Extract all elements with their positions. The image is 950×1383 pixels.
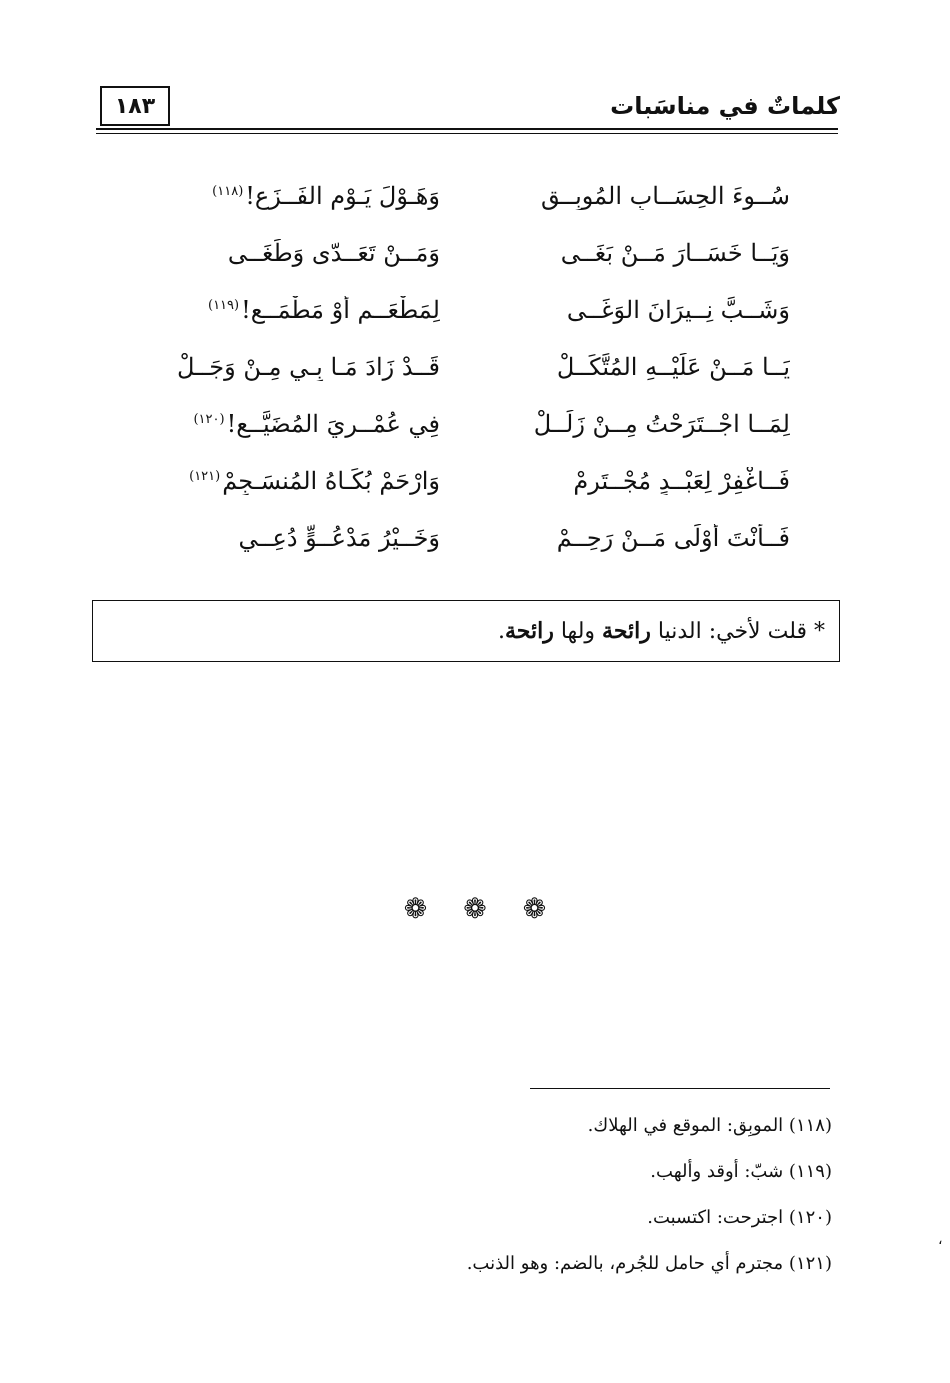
hemistich-text: لِمَطْعَــمٍ أَوْ مَطْمَــعِ! [241, 296, 440, 324]
footnote-ref: (١٢١) [189, 469, 221, 484]
hemistich-second [150, 239, 440, 267]
hemistich-first: سُــوءَ الحِسَــابِ المُوبِــقِ [541, 182, 790, 210]
hemistich-text: فِي عُمْــرِيَ المُضَيَّــعِ! [226, 410, 440, 438]
footnote-text: شبّ: أوقد وألهب. [650, 1161, 784, 1182]
footnote-number: (١٢٠) [788, 1207, 832, 1228]
hemistich-text: وَخَــيْرُ مَدْعُــوٍّ دُعِــي [238, 524, 440, 552]
footnotes [132, 1112, 832, 1296]
hemistich-second [150, 467, 440, 495]
note-suffix: . [498, 619, 505, 644]
note-text [498, 618, 825, 644]
footnote-number: (١١٩) [788, 1161, 832, 1182]
hemistich-first: لِمَــا اجْــتَرَحْتُ مِــنْ زَلَــلْ [533, 410, 790, 438]
margin-mark: ، [938, 1232, 943, 1248]
hemistich-second [150, 296, 440, 324]
footnote-text: الموبِق: الموقع في الهلاك. [587, 1115, 784, 1136]
hemistich-second [150, 182, 440, 210]
footnote [132, 1158, 832, 1204]
page-number: ١٨٣ [100, 86, 170, 126]
note-box [92, 600, 840, 662]
note-prefix: * قلت لأخي: الدنيا [650, 619, 825, 644]
header-rule-top [96, 128, 838, 130]
footnote [132, 1250, 832, 1296]
poem [150, 170, 790, 569]
verse-row [150, 512, 790, 564]
running-title: كلماتٌ في مناسَبات [610, 92, 840, 120]
note-middle: ولها [553, 619, 603, 644]
hemistich-first: وَشَــبَّ نِــيرَانَ الوَغَــى [566, 296, 790, 324]
verse-row [150, 341, 790, 393]
note-bold-word: رائحة [602, 618, 651, 644]
ornament-divider [0, 892, 950, 925]
hemistich-text: وَمَــنْ تَعَــدّى وَطَغَــى [227, 239, 440, 267]
hemistich-first: فَــأَنْتَ أَوْلَى مَــنْ رَحِــمْ [556, 524, 790, 552]
hemistich-first: فَــاغْفِرْ لِعَبْــدٍ مُجْــتَرِمْ [573, 467, 790, 495]
flower-ornament-icon: ❁ [403, 892, 428, 925]
verse-row [150, 284, 790, 336]
footnote [132, 1112, 832, 1158]
footnote-number: (١٢١) [788, 1253, 832, 1274]
verse-row [150, 170, 790, 222]
flower-ornament-icon: ❁ [463, 892, 487, 925]
hemistich-second [150, 410, 440, 438]
footnote-number: (١١٨) [788, 1115, 832, 1136]
footnote-ref: (١١٩) [207, 298, 240, 313]
footnote-separator [530, 1088, 830, 1089]
hemistich-text: قَــدْ زَادَ مَـا بِـي مِـنْ وَجَــلْ [177, 353, 440, 381]
verse-row [150, 455, 790, 507]
footnote-ref: (١٢٠) [193, 412, 225, 427]
header-rule-bottom [96, 133, 838, 134]
hemistich-second [150, 524, 440, 552]
verse-row [150, 398, 790, 450]
hemistich-first: وَيَــا خَسَــارَ مَــنْ بَغَــى [560, 239, 790, 267]
footnote-text: اجترحت: اكتسبت. [647, 1207, 784, 1228]
footnote-ref: (١١٨) [212, 184, 244, 199]
note-bold-word: رائحة [505, 618, 554, 644]
verse-row [150, 227, 790, 279]
hemistich-text: وَارْحَمْ بُكَـاهُ المُنسَـجِمْ [222, 467, 440, 495]
flower-ornament-icon: ❁ [522, 892, 547, 925]
hemistich-first: يَــا مَــنْ عَلَيْــهِ المُتَّكَــلْ [556, 353, 790, 381]
footnote-text: مجترم أي حامل للجُرم، بالضم: وهو الذنب. [466, 1253, 784, 1274]
hemistich-text: وَهَـوْلَ يَـوْمِ الفَــزَعِ! [245, 182, 440, 210]
hemistich-second [150, 353, 440, 381]
footnote [132, 1204, 832, 1250]
